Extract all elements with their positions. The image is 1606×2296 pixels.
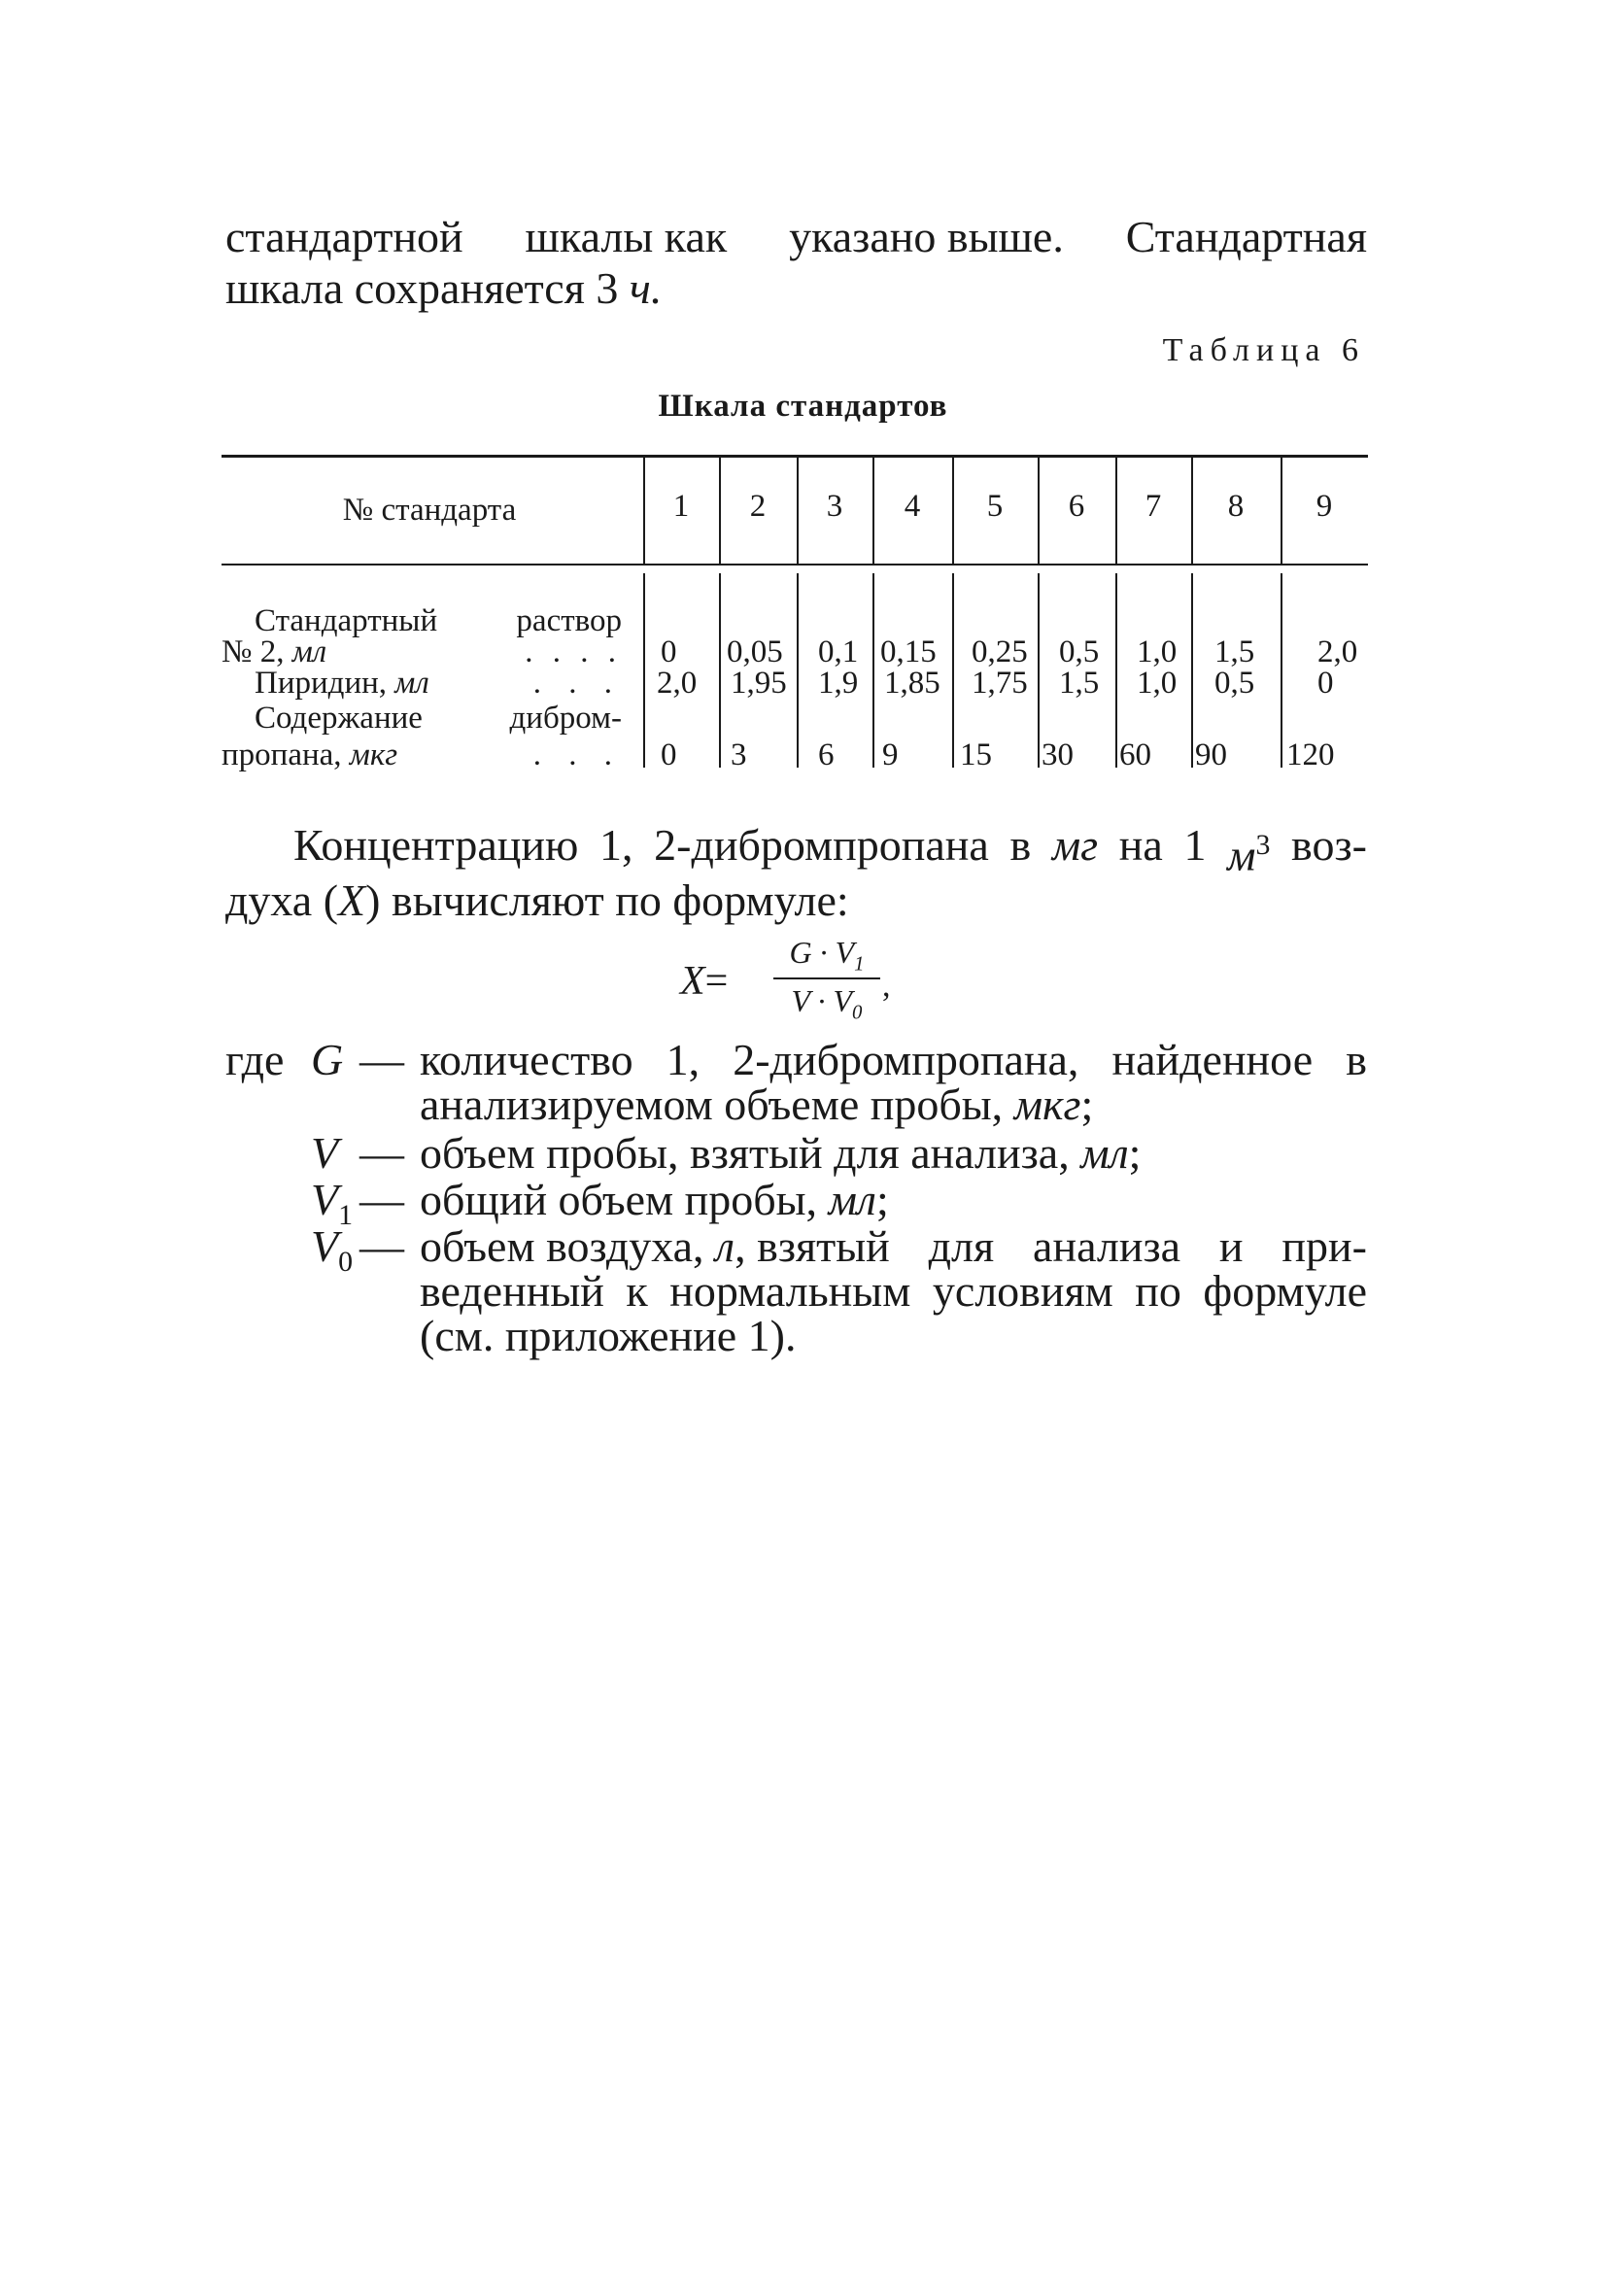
denominator-subscript: 0 [852,1001,863,1024]
table-cell: 3 [731,737,747,772]
formula [680,935,933,1032]
row1-label-line2 [222,635,622,669]
definition-symbol-subscript: 1 [338,1199,354,1232]
definition-line [420,1035,1367,1084]
definition-text-part: общий объем пробы, [420,1175,829,1224]
row-label-text: № 2, [222,634,292,669]
para-word: воз- [1291,820,1367,870]
header-col-4: 4 [904,489,921,524]
table-cell: 0,25 [972,634,1028,669]
definition-word: для [928,1221,995,1271]
definition-V1 [225,1175,1367,1232]
row-label-unit: мкг [349,737,398,772]
definition-unit: л [715,1221,735,1271]
definition-symbol [311,1221,354,1285]
formula-intro-paragraph [225,820,1367,926]
numerator-subscript: 1 [854,952,865,976]
header-col-9: 9 [1316,489,1333,524]
body-divider [1281,573,1282,768]
definition-line [420,1128,1367,1178]
row-label-word: Стандартный [255,603,438,638]
definition-word: количество [420,1035,633,1084]
body-divider [1191,573,1193,768]
row-label-dots: . . . [532,666,622,701]
row-label-word: раствор [516,603,622,638]
body-divider [797,573,799,768]
formula-comma: , [882,968,891,1004]
row-label-text: Пиридин, [255,666,395,701]
definition-symbol-subscript: 0 [338,1246,354,1279]
denominator-text: V · V [791,983,853,1018]
header-col-1: 1 [672,489,690,524]
definition-line [420,1221,1367,1271]
definition-dash: — [359,1035,404,1084]
body-divider [719,573,721,768]
intro-word: шкалы как [525,212,728,261]
table-cell: 0,5 [1214,666,1255,701]
definition-symbol: V [311,1128,339,1178]
table-cell: 1,5 [1059,666,1100,701]
definition-symbol: G [311,1035,344,1084]
definition-word: по [1135,1266,1181,1316]
table-cell: 30 [1042,737,1074,772]
table-cell: 1,95 [731,666,787,701]
para-word: в [1009,820,1032,870]
header-col-2: 2 [749,489,767,524]
intro-word: указано выше. [789,212,1064,261]
table-cell: 120 [1286,737,1335,772]
table-title: Шкала стандартов [658,389,948,424]
table-number-label: Таблица 6 [1162,332,1365,368]
intro-word: стандартной [225,212,463,261]
definition-symbol-letter: V [311,1175,339,1224]
header-col-5: 5 [986,489,1004,524]
table-cell: 0 [1317,666,1334,701]
definition-word: в [1346,1035,1367,1084]
definition-word: анализа [1033,1221,1181,1271]
row-label-text: пропана, [222,737,350,772]
definition-line [420,1175,1367,1224]
definition-line [420,1266,1367,1316]
definition-V [225,1128,1367,1178]
para-word: 2-дибромпропана [654,820,989,870]
definition-dash: — [359,1221,404,1271]
definition-line [420,1079,1367,1129]
definition-unit: мкг [1013,1079,1081,1129]
definition-dash: — [359,1175,404,1224]
para-superscript: 3 [1255,829,1271,861]
intro-line-1 [225,212,1367,263]
table-cell: 0,5 [1059,634,1100,669]
definition-text [420,1175,1367,1224]
definition-word: 1, [666,1035,700,1084]
numerator-text: G · V [789,935,855,970]
definition-text-part: (см. приложение 1). [420,1311,797,1360]
fraction-bar [773,977,880,979]
body-divider [872,573,874,768]
body-divider [1115,573,1117,768]
table-cell: 0,15 [880,634,937,669]
definition-punct: ; [875,1175,889,1224]
definition-word: 2-дибромпропана, [733,1035,1079,1084]
para-text: ) вычисляют по формуле: [365,875,849,926]
definition-unit: мл [1080,1128,1129,1178]
para-line-2 [225,875,1367,926]
definition-word: найденное [1111,1035,1314,1084]
definition-punct: ; [1128,1128,1142,1178]
intro-line-2 [225,263,1367,315]
header-col-3: 3 [826,489,843,524]
definition-word: нормальным [669,1266,911,1316]
formula-denominator [773,983,880,1024]
row1-label-line1 [255,604,622,638]
formula-numerator [773,935,880,976]
para-unit: м [1227,830,1256,880]
table-cell: 2,0 [1317,634,1358,669]
header-col-6: 6 [1068,489,1085,524]
table-header-rule [222,564,1368,565]
table-cell: 9 [882,737,899,772]
definition-text [420,1128,1367,1178]
definition-word: к [626,1266,648,1316]
table-cell: 0,1 [818,634,859,669]
table-cell: 1,75 [972,666,1028,701]
table-cell: 0 [661,634,677,669]
row-label-word: дибром- [509,701,622,736]
definition-V0 [225,1221,1367,1364]
row-label-word: Содержание [255,701,423,736]
para-word: 1, [598,820,633,870]
definition-unit: мл [828,1175,876,1224]
row3-label-line1 [255,702,622,736]
table-row-stubs [222,604,622,779]
definition-G [225,1035,1367,1131]
table-cell: 1,0 [1137,666,1178,701]
header-stub-label: № стандарта [342,493,517,528]
definition-symbol-letter: V [311,1221,339,1271]
header-col-8: 8 [1227,489,1245,524]
table-cell: 2,0 [657,666,698,701]
para-word: 1 [1183,820,1207,870]
definition-punct: ; [1080,1079,1094,1129]
formula-lhs [680,958,728,1005]
para-line-1 [225,820,1367,880]
intro-paragraph [225,212,1367,315]
intro-text: шкала сохраняется 3 [225,262,630,313]
definition-word: веденный [420,1266,604,1316]
definition-word: условиям [932,1266,1113,1316]
definition-text-part: анализируемом объеме пробы, [420,1079,1014,1129]
definition-word: и [1218,1221,1244,1271]
table-top-rule [222,455,1368,458]
table-cell: 15 [960,737,992,772]
definition-word: , взятый [735,1221,890,1271]
definition-text-part: объем воздуха, [420,1221,716,1271]
definition-text [420,1221,1367,1360]
row-label-unit: мл [394,666,429,701]
table-cell: 1,0 [1137,634,1178,669]
table-cell: 60 [1119,737,1151,772]
definition-text-part: объем пробы, взятый для анализа, [420,1128,1081,1178]
table-cell: 6 [818,737,835,772]
body-divider [643,573,645,768]
table-cell: 0,05 [727,634,783,669]
intro-word: Стандартная [1125,212,1367,261]
intro-unit: ч. [629,262,663,313]
table-cell: 1,5 [1214,634,1255,669]
formula-x: X [680,959,705,1004]
definition-text [420,1035,1367,1129]
definition-word: при- [1281,1221,1367,1271]
row3-label-line2 [222,738,622,772]
table-cell: 1,9 [818,666,859,701]
definition-line [420,1311,1367,1360]
row2-label [255,667,622,701]
table-cell: 1,85 [884,666,940,701]
table-cell: 90 [1195,737,1227,772]
para-word: Концентрацию [293,820,579,870]
row-label-dots: . . . . [525,634,622,669]
table-cell: 0 [661,737,677,772]
header-col-7: 7 [1145,489,1162,524]
para-variable: X [338,875,366,926]
para-word: на [1118,820,1163,870]
body-divider [952,573,954,768]
formula-equals: = [704,959,729,1004]
body-divider [1038,573,1040,768]
row-label-dots: . . . [532,737,622,772]
definition-word: формуле [1203,1266,1367,1316]
para-text: духа ( [225,875,339,926]
para-unit: мг [1051,820,1099,870]
definition-lead: где [225,1035,285,1084]
definition-dash: — [359,1128,404,1178]
row-label-unit: мл [291,634,327,669]
